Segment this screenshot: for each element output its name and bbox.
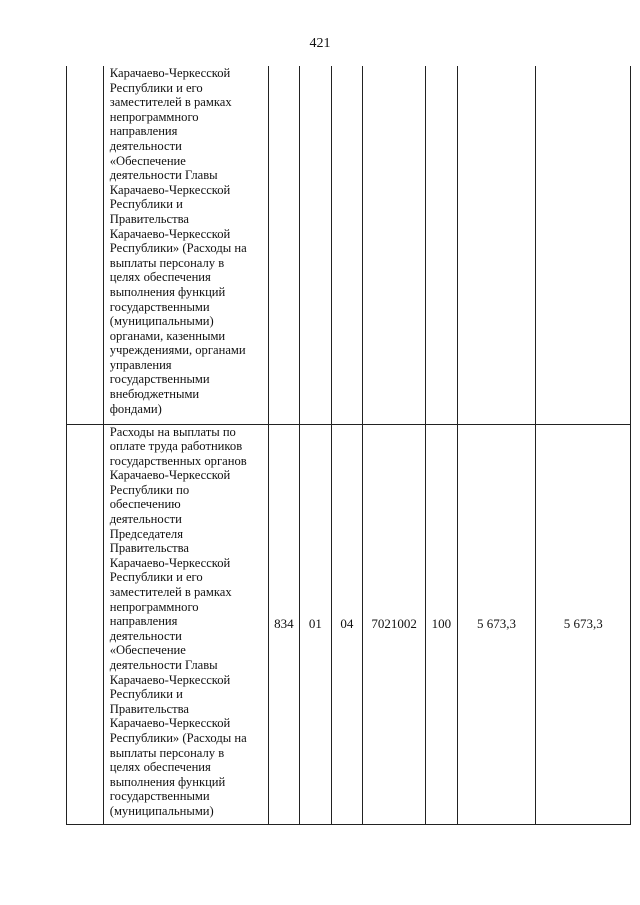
table-row bbox=[67, 424, 631, 824]
expense-name-cell bbox=[103, 66, 268, 424]
grbs-cell: 834 bbox=[268, 424, 300, 824]
expense-name-cell bbox=[103, 424, 268, 824]
vr-cell: 100 bbox=[426, 424, 458, 824]
pr-cell bbox=[331, 66, 363, 424]
rz-cell: 01 bbox=[300, 424, 332, 824]
sum-year1-cell bbox=[457, 66, 536, 424]
expense-name-text: Расходы на выплаты по оплате труда работников государственных органов Карачаево-Черкесской Республики по обеспечению деятельности Председателя Правительства Карачаево-Черкесской Республики и его заместителей в рамках непрограммного направления деятельности «Обеспечение деятельности Главы Карачаево-Черкесской Республики и Правительства Карачаево-Черкесской Республики» (Расходы на выплаты персоналу в целях обеспечения выполнения функций государственными (муниципальными) bbox=[109, 424, 247, 818]
csr-cell bbox=[363, 66, 426, 424]
csr-cell: 7021002 bbox=[363, 424, 426, 824]
sum-year2-cell bbox=[536, 66, 631, 424]
pr-cell: 04 bbox=[331, 424, 363, 824]
sum-year1-cell: 5 673,3 bbox=[457, 424, 536, 824]
rz-cell bbox=[300, 66, 332, 424]
grbs-cell bbox=[268, 66, 300, 424]
table-row bbox=[67, 66, 631, 424]
vr-cell bbox=[426, 66, 458, 424]
budget-table bbox=[66, 66, 631, 825]
sum-year2-cell: 5 673,3 bbox=[536, 424, 631, 824]
expense-name-text: Карачаево-Черкесской Республики и его заместителей в рамках непрограммного направления деятельности «Обеспечение деятельности Главы Карачаево-Черкесской Республики и Правительства Карачаево-Черкесской Республики» (Расходы на выплаты персоналу в целях обеспечения выполнения функций государственными (муниципальными) органами, казенными учреждениями, органами управления государственными внебюджетными фондами) bbox=[109, 66, 247, 416]
row-number-cell bbox=[67, 424, 104, 824]
page-number: 421 bbox=[309, 36, 331, 51]
row-number-cell bbox=[67, 66, 104, 424]
